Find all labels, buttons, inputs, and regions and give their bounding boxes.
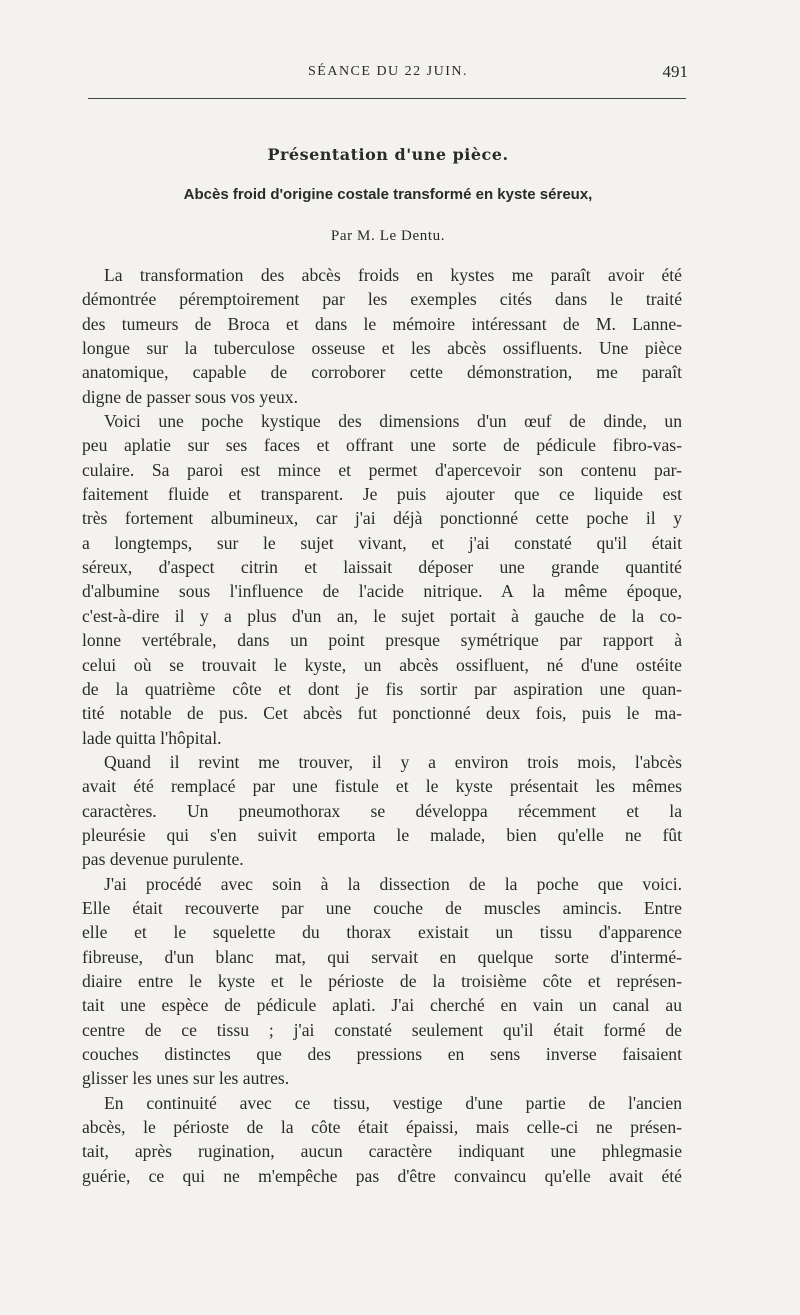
text-line: Voici une poche kystique des dimensions d'un œuf de dinde, un [104,411,682,432]
paragraph [82,872,682,1091]
text-line: La transformation des abcès froids en kystes me paraît avoir été [104,265,682,285]
text-line: En continuité avec ce tissu, vestige d'une partie de l'ancien [104,1092,682,1113]
article-subtitle: Abcès froid d'origine costale transformé en kyste séreux, [183,186,593,203]
header-rule [88,98,686,99]
text-line: tait, après rugination, aucun caractère indiquant une phlegmasie [82,1141,682,1162]
text-line: lonne vertébrale, dans un point presque symétrique par rapport à [82,630,682,651]
text-line: anatomique, capable de corroborer cette démonstration, me paraît [82,362,682,383]
page-number: 491 [662,62,688,81]
paragraph [82,750,682,872]
text-line: peu aplatie sur ses faces et offrant une sorte de pédicule fibro-vas- [82,435,682,456]
text-line: lade quitta l'hôpital. [82,727,222,748]
text-line: celui où se trouvait le kyste, un abcès ossifluent, né d'une ostéite [82,654,682,675]
text-line: tait une espèce de pédicule aplati. J'ai cherché en vain un canal au [82,995,682,1016]
text-line: d'albumine sous l'influence de l'acide nitrique. A la même époque, [82,581,682,602]
article-author: Par M. Le Dentu. [330,228,446,244]
text-line: Elle était recouverte par une couche de muscles amincis. Entre [82,897,682,918]
text-line: séreux, d'aspect citrin et laissait déposer une grande quantité [82,557,682,578]
article-body [82,263,682,1188]
text-line: culaire. Sa paroi est mince et permet d'apercevoir son contenu par- [82,459,682,480]
text-line: guérie, ce qui ne m'empêche pas d'être convaincu qu'elle avait été [82,1165,682,1186]
text-line: avait été remplacé par une fistule et le kyste présentait les mêmes [82,776,682,797]
text-line: faitement fluide et transparent. Je puis ajouter que ce liquide est [82,484,682,505]
text-line: caractères. Un pneumothorax se développa récemment et la [82,800,682,821]
text-line: démontrée péremptoirement par les exemples cités dans le traité [82,289,682,310]
text-line: pas devenue purulente. [82,849,244,870]
running-title: SÉANCE DU 22 JUIN. [308,64,468,79]
text-line: c'est-à-dire il y a plus d'un an, le sujet portait à gauche de la co- [82,605,682,626]
paragraph [82,263,682,409]
text-line: fibreuse, d'un blanc mat, qui servait en quelque sorte d'intermé- [82,946,682,967]
article-title: Présentation d'une pièce. [267,145,509,164]
paragraph [82,409,682,750]
text-line: longue sur la tuberculose osseuse et les abcès ossifluents. Une pièce [82,338,682,359]
text-line: digne de passer sous vos yeux. [82,386,298,407]
text-line: tité notable de pus. Cet abcès fut ponctionné deux fois, puis le ma- [82,703,682,724]
text-line: très fortement albumineux, car j'ai déjà ponctionné cette poche il y [82,508,682,529]
paragraph [82,1091,682,1188]
text-line: des tumeurs de Broca et dans le mémoire intéressant de M. Lanne- [82,313,682,334]
text-line: J'ai procédé avec soin à la dissection de la poche que voici. [104,873,682,894]
text-line: de la quatrième côte et dont je fis sortir par aspiration une quan- [82,678,682,699]
text-line: couches distinctes que des pressions en sens inverse faisaient [82,1044,682,1064]
text-line: a longtemps, sur le sujet vivant, et j'ai constaté qu'il était [82,532,682,553]
text-line: centre de ce tissu ; j'ai constaté seulement qu'il était formé de [82,1019,682,1040]
text-line: pleurésie qui s'en suivit emporta le malade, bien qu'elle ne fût [82,824,682,845]
text-line: diaire entre le kyste et le périoste de la troisième côte et représen- [82,970,682,991]
text-line: glisser les unes sur les autres. [82,1068,290,1089]
text-line: abcès, le périoste de la côte était épaissi, mais celle-ci ne présen- [82,1117,682,1138]
text-line: Quand il revint me trouver, il y a environ trois mois, l'abcès [104,751,682,772]
running-head [88,62,688,86]
text-line: elle et le squelette du thorax existait un tissu d'apparence [82,922,682,943]
